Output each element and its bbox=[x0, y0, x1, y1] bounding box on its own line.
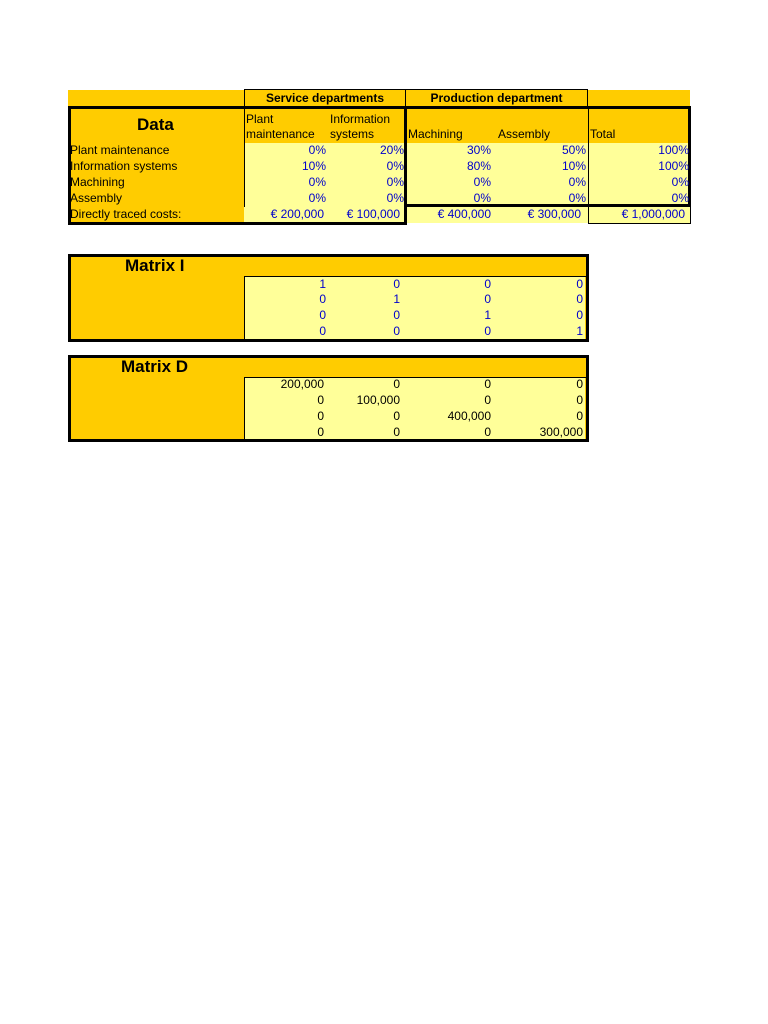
matrix-cell: 200,000 bbox=[280, 377, 324, 391]
col-header-machining: Machining bbox=[408, 127, 463, 141]
table-cell: 10% bbox=[301, 159, 326, 173]
group-header-production: Production department bbox=[405, 89, 588, 107]
matrix-cell: 0 bbox=[484, 393, 491, 407]
table-cell: 30% bbox=[466, 143, 491, 157]
table-cell: 0% bbox=[473, 175, 491, 189]
matrix-cell: 0 bbox=[319, 308, 326, 322]
matrix-cell: 0 bbox=[393, 377, 400, 391]
cost-cell: € 100,000 bbox=[346, 207, 400, 221]
divider-1 bbox=[244, 107, 245, 207]
matrix-cell: 0 bbox=[484, 324, 491, 338]
table-cell: 0% bbox=[568, 191, 586, 205]
table-cell: 50% bbox=[561, 143, 586, 157]
matrix-cell: 0 bbox=[317, 393, 324, 407]
matrix-d-divider bbox=[244, 377, 245, 439]
row-label: Machining bbox=[70, 175, 125, 189]
table-cell: 0% bbox=[308, 175, 326, 189]
matrix-cell: 0 bbox=[393, 425, 400, 439]
table-cell: 0% bbox=[386, 159, 404, 173]
matrix-cell: 0 bbox=[393, 308, 400, 322]
table-cell: 0% bbox=[308, 191, 326, 205]
matrix-i-divider bbox=[244, 276, 245, 339]
matrix-cell: 0 bbox=[393, 277, 400, 291]
cost-cell: € 300,000 bbox=[527, 207, 581, 221]
col-header-plant-2: maintenance bbox=[246, 127, 315, 141]
row-label: Directly traced costs: bbox=[70, 207, 182, 221]
group-header-service: Service departments bbox=[244, 89, 406, 107]
matrix-cell: 0 bbox=[393, 324, 400, 338]
row-label: Assembly bbox=[70, 191, 123, 205]
matrix-cell: 0 bbox=[576, 308, 583, 322]
matrix-cell: 1 bbox=[319, 277, 326, 291]
matrix-i-title: Matrix I bbox=[125, 256, 185, 275]
table-cell: 0% bbox=[473, 191, 491, 205]
data-title: Data bbox=[137, 115, 174, 134]
matrix-cell: 1 bbox=[393, 292, 400, 306]
matrix-cell: 0 bbox=[484, 292, 491, 306]
matrix-cell: 0 bbox=[319, 292, 326, 306]
matrix-cell: 0 bbox=[484, 425, 491, 439]
matrix-cell: 1 bbox=[576, 324, 583, 338]
table-cell: 0% bbox=[386, 191, 404, 205]
row-label: Plant maintenance bbox=[70, 143, 170, 157]
matrix-cell: 0 bbox=[576, 409, 583, 423]
table-cell: 0% bbox=[671, 191, 689, 205]
row-label: Information systems bbox=[70, 159, 178, 173]
matrix-cell: 0 bbox=[484, 377, 491, 391]
matrix-cell: 100,000 bbox=[356, 393, 400, 407]
table-cell: 100% bbox=[658, 159, 689, 173]
table-cell: 20% bbox=[379, 143, 404, 157]
cost-cell: € 200,000 bbox=[270, 207, 324, 221]
col-header-info-1: Information bbox=[330, 112, 391, 126]
total-cost-cell: € 1,000,000 bbox=[621, 207, 685, 221]
col-header-total: Total bbox=[590, 127, 616, 141]
matrix-d-title: Matrix D bbox=[121, 357, 189, 376]
matrix-cell: 0 bbox=[576, 292, 583, 306]
matrix-cell: 300,000 bbox=[539, 425, 583, 439]
matrix-cell: 0 bbox=[576, 277, 583, 291]
table-cell: 80% bbox=[466, 159, 491, 173]
table-cell: 0% bbox=[386, 175, 404, 189]
col-header-assembly: Assembly bbox=[498, 127, 551, 141]
cost-cell: € 400,000 bbox=[437, 207, 491, 221]
table-cell: 0% bbox=[308, 143, 326, 157]
matrix-cell: 0 bbox=[393, 409, 400, 423]
col-header-info-2: systems bbox=[330, 127, 375, 141]
matrix-cell: 1 bbox=[484, 308, 491, 322]
table-cell: 100% bbox=[658, 143, 689, 157]
matrix-cell: 400,000 bbox=[447, 409, 491, 423]
matrix-cell: 0 bbox=[484, 277, 491, 291]
table-cell: 0% bbox=[568, 175, 586, 189]
matrix-cell: 0 bbox=[317, 409, 324, 423]
table-cell: 10% bbox=[561, 159, 586, 173]
matrix-cell: 0 bbox=[317, 425, 324, 439]
matrix-cell: 0 bbox=[319, 324, 326, 338]
matrix-cell: 0 bbox=[576, 377, 583, 391]
col-header-plant-1: Plant bbox=[246, 112, 274, 126]
table-cell: 0% bbox=[671, 175, 689, 189]
matrix-cell: 0 bbox=[576, 393, 583, 407]
